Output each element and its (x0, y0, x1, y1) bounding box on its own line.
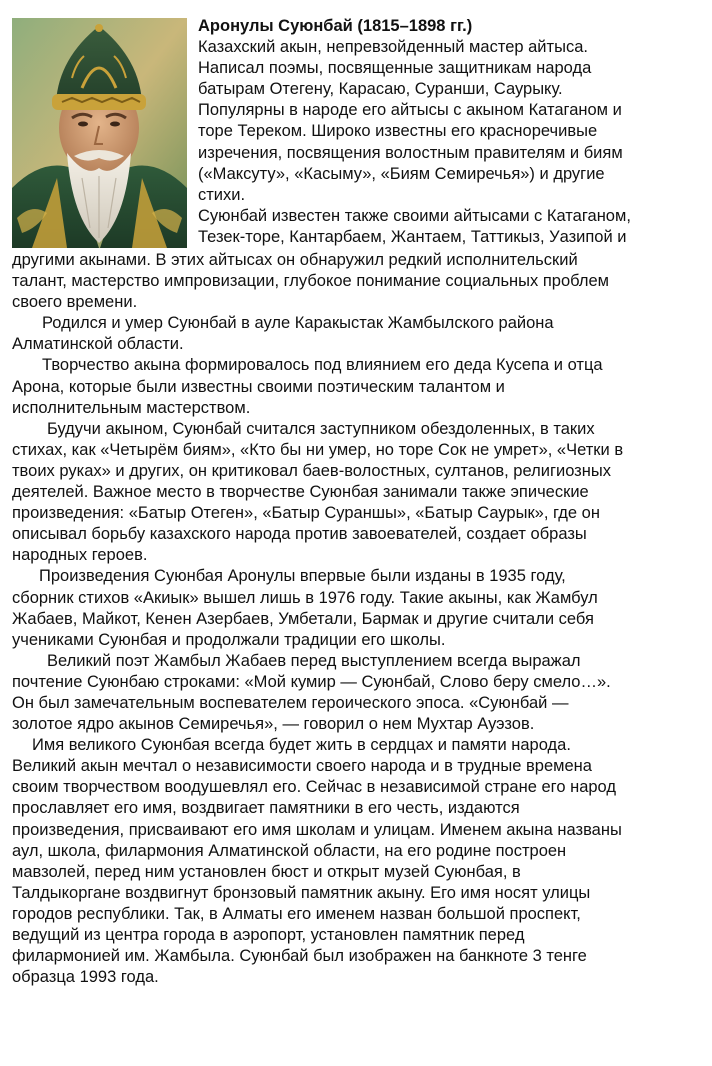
text-line: изречения, посвящения волостным правителям и биям (198, 143, 623, 162)
text-line: Жабаев, Майкот, Кенен Азербаев, Умбетали, Бармак и другие считали себя (12, 609, 594, 628)
text-line: Великий акын мечтал о независимости своего народа и в трудные времена (12, 757, 592, 776)
text-line: торе Тереком. Широко известны его красноречивые (198, 122, 598, 141)
text-line: учениками Суюнбая и продолжали традиции его школы. (12, 630, 446, 649)
paragraph-first-line: Родился и умер Суюнбай в ауле Каракыстак Жамбылского района (42, 314, 554, 333)
text-line: аул, школа, филармония Алматинской области, на его родине построен (12, 841, 567, 860)
text-line: другими акынами. В этих айтысах он обнаружил редкий исполнительский (12, 251, 578, 269)
text-line: мавзолей, перед ним установлен бюст и открыт музей Суюнбая, в (12, 862, 521, 881)
article-title: Аронулы Суюнбай (1815–1898 гг.) (198, 17, 473, 35)
text-line: образца 1993 года. (12, 968, 159, 987)
paragraph-first-line: Творчество акына формировалось под влиянием его деда Кусепа и отца (42, 356, 603, 375)
text-line: описывал борьбу казахского народа против завоевателей, создает образы (12, 525, 587, 544)
text-line: золотое ядро акынов Семиречья», — говорил о нем Мухтар Ауэзов. (12, 715, 535, 734)
text-line: Арона, которые были известны своими поэтическим талантом и (12, 377, 505, 396)
text-line: Алматинской области. (12, 335, 184, 354)
text-line: произведения: «Батыр Отеген», «Батыр Сураншы», «Батыр Саурык», где он (12, 504, 600, 523)
text-line: почтение Суюнбаю строками: «Мой кумир — Суюнбай, Слово беру смело…». (12, 672, 611, 691)
paragraph-first-line: Великий поэт Жамбыл Жабаев перед выступлением всегда выражал (47, 651, 581, 670)
text-line: твоих руках» и других, он критиковал баев-волостных, султанов, религиозных (12, 461, 611, 480)
text-line: своего времени. (12, 293, 138, 312)
text-line: сборник стихов «Акиык» вышел лишь в 1976 году. Такие акыны, как Жамбул (12, 588, 598, 607)
text-line: Казахский акын, непревзойденный мастер айтыса. (198, 38, 588, 57)
text-line: деятелей. Важное место в творчестве Суюнбая занимали также эпические (12, 483, 589, 502)
text-line: своим творчеством воодушевлял его. Сейчас в независимой стране его народ (12, 778, 616, 797)
text-line: талант, мастерство импровизации, глубокое понимание социальных проблем (12, 272, 609, 291)
text-line: филармонией им. Жамбыла. Суюнбай был изображен на банкноте 3 тенге (12, 947, 587, 966)
text-line: исполнительным мастерством. (12, 398, 251, 417)
text-line: Суюнбай известен также своими айтысами с Катаганом, (198, 206, 631, 225)
text-line: Написал поэмы, посвященные защитникам народа (198, 59, 592, 78)
article-text (12, 16, 698, 988)
text-line: прославляет его имя, воздвигает памятники в его честь, издаются (12, 799, 520, 818)
text-line: стихах, как «Четырём биям», «Кто бы ни умер, но торе Сок не умрет», «Четки в (12, 440, 624, 459)
text-line: Он был замечательным воспевателем героического эпоса. «Суюнбай — (12, 693, 569, 712)
text-line: Тезек-торе, Кантарбаем, Жантаем, Таттикыз, Уазипой и (198, 227, 627, 246)
text-line: народных героев. (12, 546, 148, 565)
paragraph-first-line: Произведения Суюнбая Аронулы впервые были изданы в 1935 году, (39, 567, 566, 586)
text-line: («Максуту», «Касыму», «Биям Семиречья») и другие (198, 164, 605, 183)
text-line: батырам Отегену, Карасаю, Суранши, Саурыку. (198, 80, 563, 99)
text-line: ведущий из центра города в аэропорт, установлен памятник перед (12, 926, 525, 944)
text-line: городов республики. Так, в Алматы его именем назван большой проспект, (12, 904, 581, 923)
text-line: стихи. (198, 185, 246, 204)
text-line: Популярны в народе его айтысы с акыном Катаганом и (198, 101, 622, 120)
text-line: Талдыкоргане воздвигнут бронзовый памятник акыну. Его имя носят улицы (12, 883, 591, 902)
paragraph-first-line: Будучи акыном, Суюнбай считался заступником обездоленных, в таких (47, 419, 595, 438)
text-line: произведения, присваивают его имя школам и улицам. Именем акына названы (12, 820, 622, 839)
paragraph-first-line: Имя великого Суюнбая всегда будет жить в сердцах и памяти народа. (32, 736, 571, 755)
